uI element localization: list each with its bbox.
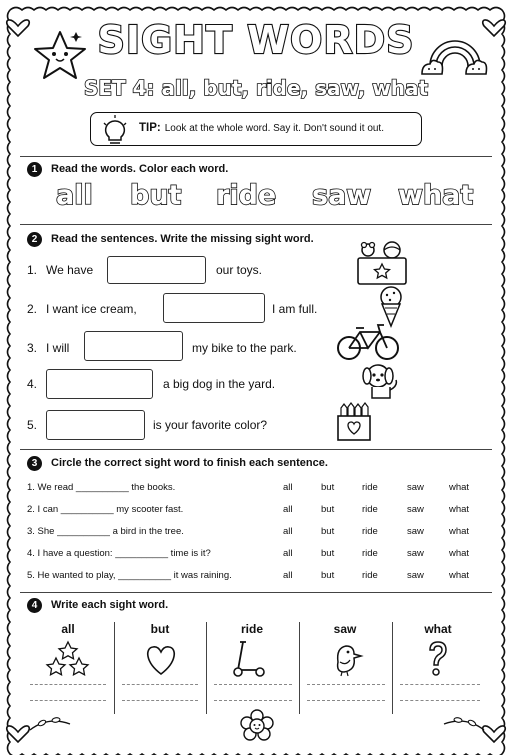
tip-text: Look at the whole word. Say it. Don't sound it out.: [164, 123, 384, 134]
question-mark-icon: [424, 640, 452, 678]
column-divider: [392, 622, 393, 714]
word-option-but[interactable]: but: [321, 482, 335, 493]
writing-line[interactable]: [214, 684, 292, 685]
word-option-what[interactable]: what: [449, 548, 470, 559]
word-option-saw[interactable]: saw: [407, 504, 424, 515]
word-option-what[interactable]: what: [449, 482, 470, 493]
vine-left-icon: [28, 714, 72, 736]
vine-right-icon: [442, 714, 486, 736]
word-option-ride[interactable]: ride: [362, 526, 378, 537]
word-option-saw[interactable]: saw: [407, 482, 424, 493]
write-word-label: ride: [240, 622, 263, 636]
word-option-but[interactable]: but: [321, 548, 335, 559]
word-option-saw[interactable]: saw: [407, 570, 424, 581]
word-option-saw[interactable]: saw: [407, 526, 424, 537]
column-divider: [299, 622, 300, 714]
bubble-word-ride[interactable]: ride: [216, 180, 277, 211]
sentence-text: is your favorite color?: [153, 418, 268, 432]
word-option-all[interactable]: all: [283, 504, 293, 515]
word-option-all[interactable]: all: [283, 526, 293, 537]
page-title: SIGHT WORDS: [97, 18, 415, 62]
bubble-word-but[interactable]: but: [130, 180, 182, 211]
circle-sentence: 3. She __________ a bird in the tree.: [27, 526, 184, 537]
word-option-all[interactable]: all: [283, 548, 293, 559]
writing-line[interactable]: [122, 684, 198, 685]
sentence-text: I am full.: [272, 302, 318, 316]
sentence-number: 3.: [27, 341, 38, 355]
answer-box[interactable]: [107, 256, 206, 284]
light-bulb-icon: [101, 115, 129, 145]
sentence-number: 1.: [27, 263, 38, 277]
three-stars-icon: [46, 640, 90, 676]
writing-line[interactable]: [30, 684, 106, 685]
bubble-word-saw[interactable]: saw: [312, 180, 372, 211]
bubble-word-all[interactable]: all: [56, 180, 93, 211]
writing-line[interactable]: [30, 700, 106, 701]
divider: [20, 592, 492, 593]
dog-icon: [360, 360, 402, 402]
bird-icon: [330, 640, 364, 678]
scooter-icon: [230, 640, 266, 678]
section-1-number: 1: [27, 162, 42, 177]
word-option-ride[interactable]: ride: [362, 548, 378, 559]
write-word-label: saw: [333, 622, 357, 636]
tip-box: [90, 112, 422, 146]
sentence-text: my bike to the park.: [192, 341, 297, 355]
bubble-word-what[interactable]: what: [398, 180, 474, 211]
word-option-all[interactable]: all: [283, 570, 293, 581]
circle-sentence: 1. We read __________ the books.: [27, 482, 176, 493]
section-4-heading: Write each sight word.: [51, 599, 169, 611]
word-option-but[interactable]: but: [321, 526, 335, 537]
sentence-text: our toys.: [216, 263, 263, 277]
word-option-but[interactable]: but: [321, 570, 335, 581]
section-2-heading: Read the sentences. Write the missing sight word.: [51, 233, 314, 245]
word-option-but[interactable]: but: [321, 504, 335, 515]
write-word-label: all: [61, 622, 75, 636]
section-4-number: 4: [27, 598, 42, 613]
writing-line[interactable]: [307, 700, 385, 701]
word-option-what[interactable]: what: [449, 570, 470, 581]
sentence-text: I will: [46, 341, 70, 355]
writing-line[interactable]: [122, 700, 198, 701]
answer-box[interactable]: [163, 293, 265, 323]
section-2-number: 2: [27, 232, 42, 247]
sentence-text: a big dog in the yard.: [163, 377, 276, 391]
heart-icon: [143, 644, 179, 676]
tip-label: TIP:: [139, 122, 161, 134]
word-option-saw[interactable]: saw: [407, 548, 424, 559]
column-divider: [206, 622, 207, 714]
divider: [20, 156, 492, 157]
writing-line[interactable]: [214, 700, 292, 701]
word-option-ride[interactable]: ride: [362, 482, 378, 493]
section-3-number: 3: [27, 456, 42, 471]
page-subtitle: SET 4: all, but, ride, saw, what: [83, 76, 429, 100]
sentence-number: 4.: [27, 377, 38, 391]
divider: [20, 449, 492, 450]
toy-basket-icon: [356, 240, 408, 286]
bicycle-icon: [336, 322, 400, 362]
sentence-number: 2.: [27, 302, 38, 316]
word-option-what[interactable]: what: [449, 526, 470, 537]
flower-icon: [238, 708, 276, 748]
word-option-what[interactable]: what: [449, 504, 470, 515]
circle-sentence: 2. I can __________ my scooter fast.: [27, 504, 184, 515]
word-option-ride[interactable]: ride: [362, 504, 378, 515]
writing-line[interactable]: [400, 700, 480, 701]
writing-line[interactable]: [400, 684, 480, 685]
section-1-heading: Read the words. Color each word.: [51, 163, 229, 175]
sentence-text: I want ice cream,: [46, 302, 137, 316]
column-divider: [114, 622, 115, 714]
section-3-heading: Circle the correct sight word to finish each sentence.: [51, 457, 328, 469]
writing-line[interactable]: [307, 684, 385, 685]
answer-box[interactable]: [46, 369, 153, 399]
answer-box[interactable]: [46, 410, 145, 440]
word-option-all[interactable]: all: [283, 482, 293, 493]
crayon-box-icon: [336, 402, 372, 442]
corner-heart-icon: [7, 726, 30, 742]
corner-heart-icon: [483, 726, 506, 742]
write-word-label: what: [424, 622, 452, 636]
word-option-ride[interactable]: ride: [362, 570, 378, 581]
circle-sentence: 5. He wanted to play, __________ it was raining.: [27, 570, 232, 581]
sentence-text: We have: [46, 263, 94, 277]
answer-box[interactable]: [84, 331, 183, 361]
sentence-number: 5.: [27, 418, 38, 432]
divider: [20, 224, 492, 225]
write-word-label: but: [150, 622, 170, 636]
circle-sentence: 4. I have a question: __________ time is it?: [27, 548, 211, 559]
